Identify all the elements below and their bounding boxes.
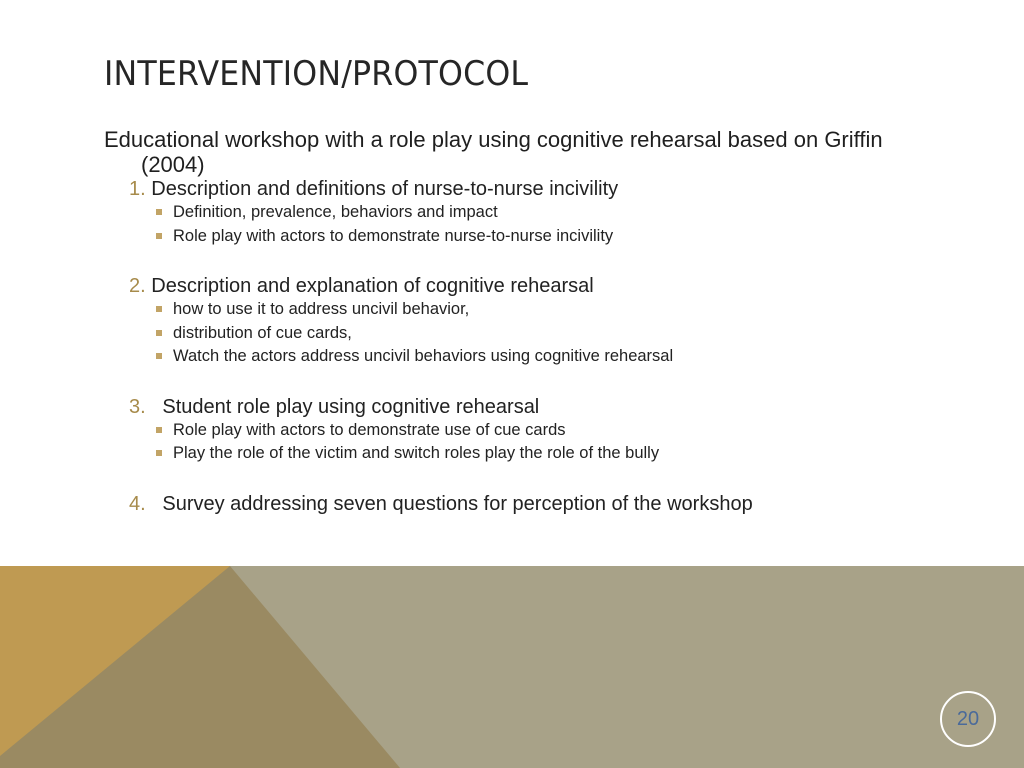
slide-content <box>104 127 924 516</box>
list-item-text: Role play with actors to demonstrate nurse-to-nurse incivility <box>173 226 614 245</box>
page-number-badge: 20 <box>940 691 996 747</box>
list-item-text: distribution of cue cards, <box>173 323 352 342</box>
list-item <box>156 419 924 443</box>
list-item <box>156 442 924 466</box>
section-1 <box>129 177 924 248</box>
section-number: 2. <box>129 275 146 297</box>
bullet-list <box>129 419 924 466</box>
section-title: Student role play using cognitive rehearsal <box>162 395 540 418</box>
section-4 <box>129 492 924 516</box>
square-bullet-icon <box>156 209 162 215</box>
list-item-text: Role play with actors to demonstrate use of cue cards <box>173 420 566 439</box>
section-heading <box>129 177 924 201</box>
square-bullet-icon <box>156 306 162 312</box>
square-bullet-icon <box>156 330 162 336</box>
section-heading <box>129 274 924 298</box>
section-number: 4. <box>129 492 146 515</box>
section-number: 3. <box>129 395 146 418</box>
square-bullet-icon <box>156 353 162 359</box>
list-item-text: how to use it to address uncivil behavior, <box>173 300 470 318</box>
bullet-list <box>129 201 924 248</box>
list-item <box>156 345 924 369</box>
lead-paragraph: Educational workshop with a role play using cognitive rehearsal based on Griffin (2004) <box>104 127 883 177</box>
section-title: Description and explanation of cognitive rehearsal <box>151 275 594 297</box>
square-bullet-icon <box>156 427 162 433</box>
section-heading <box>129 395 924 419</box>
section-number: 1. <box>129 178 146 200</box>
section-2 <box>129 274 924 369</box>
list-item <box>156 201 924 225</box>
section-heading <box>129 492 924 516</box>
bullet-list <box>129 298 924 369</box>
section-3 <box>129 395 924 466</box>
list-item <box>156 298 924 322</box>
list-item-text: Definition, prevalence, behaviors and impact <box>173 203 498 221</box>
decorative-footer-band <box>0 566 1024 768</box>
list-item <box>156 225 924 249</box>
list-item <box>156 322 924 346</box>
list-item-text: Play the role of the victim and switch roles play the role of the bully <box>173 444 660 462</box>
square-bullet-icon <box>156 450 162 456</box>
list-item-text: Watch the actors address uncivil behaviors using cognitive rehearsal <box>173 347 674 365</box>
slide-title: INTERVENTION/PROTOCOL <box>104 54 529 94</box>
section-title: Description and definitions of nurse-to-nurse incivility <box>151 178 619 200</box>
square-bullet-icon <box>156 233 162 239</box>
section-title: Survey addressing seven questions for perception of the workshop <box>162 492 753 515</box>
